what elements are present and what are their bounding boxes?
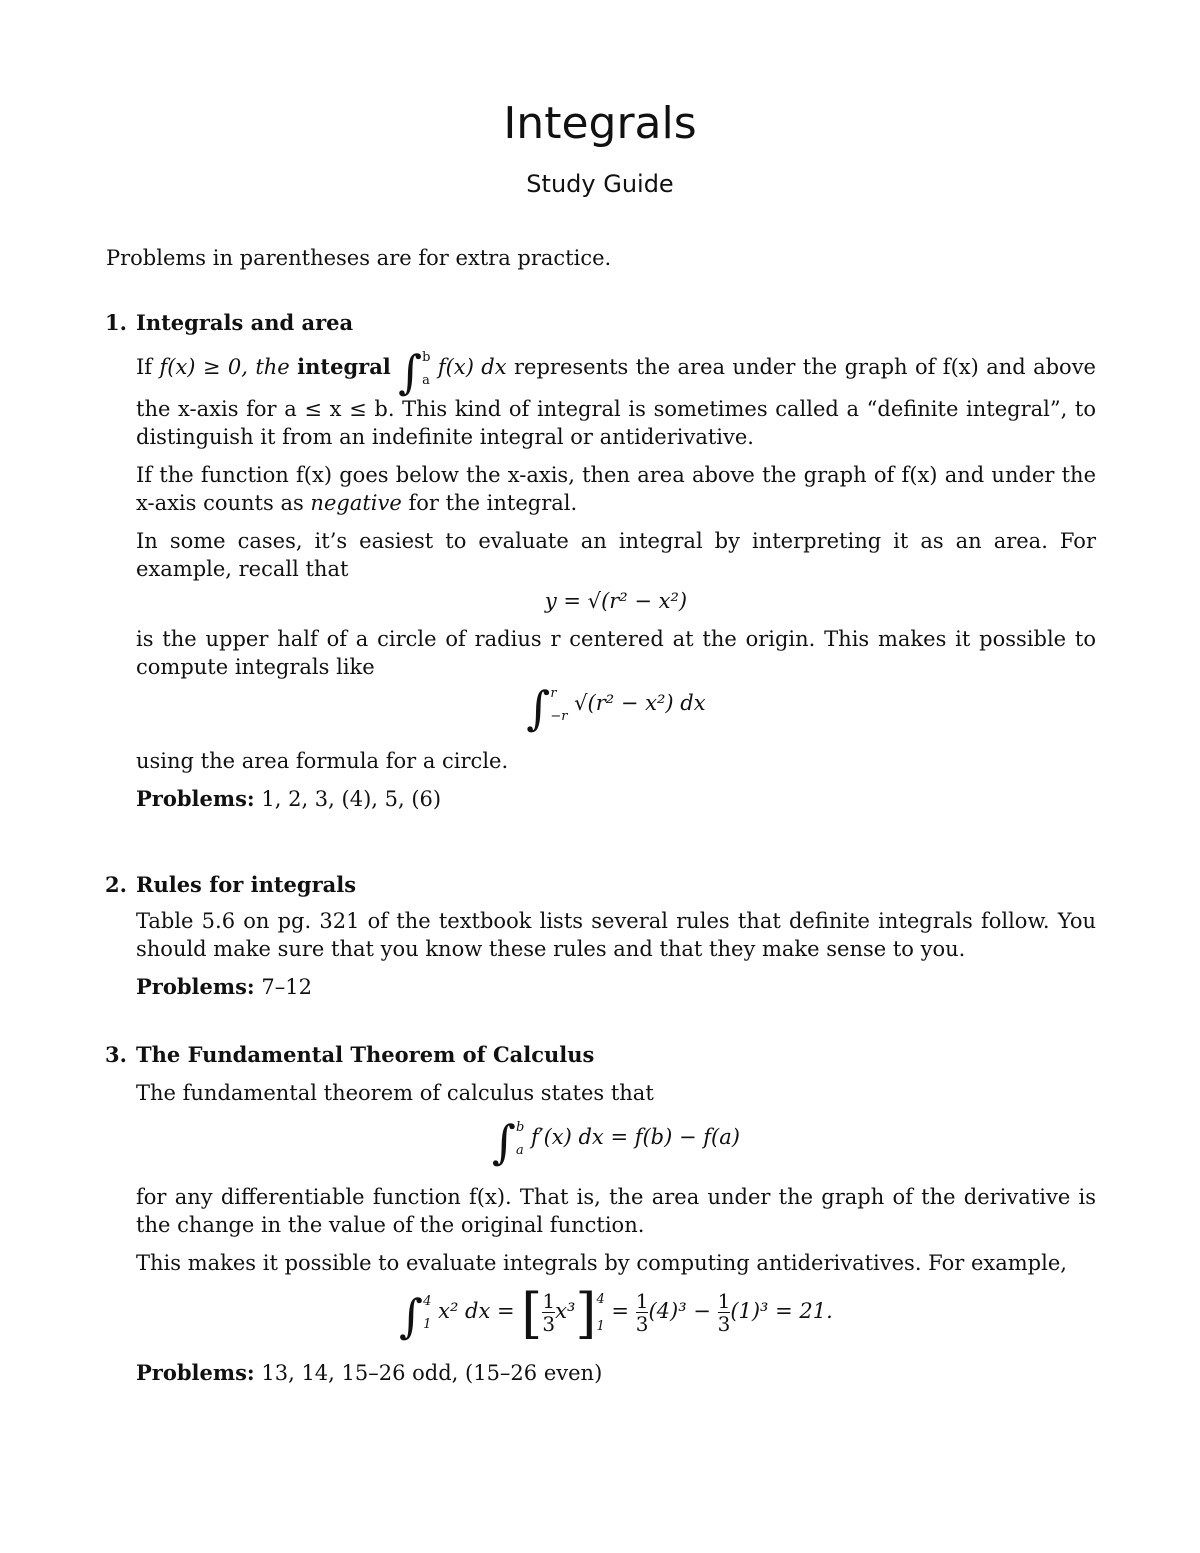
fraction xyxy=(542,1290,555,1335)
integrand: x² dx = xyxy=(438,1299,515,1323)
section-fundamental-theorem xyxy=(105,1042,1105,1397)
emphasis: negative xyxy=(310,491,402,515)
upper-limit: b xyxy=(422,349,431,365)
text-span: for the integral. xyxy=(401,491,578,515)
problems-label: Problems: xyxy=(136,974,255,999)
integral-sign: ∫ xyxy=(526,681,551,735)
fraction xyxy=(718,1290,731,1335)
problems-list: 1, 2, 3, (4), 5, (6) xyxy=(261,787,442,811)
upper-limit: r xyxy=(550,685,557,701)
paragraph: In some cases, it’s easiest to evaluate an integral by interpreting it as an area. For example, recall that xyxy=(136,529,1096,581)
text-span: represents the area under the graph of f(x) and above the x-axis for a ≤ x ≤ b. This kind of integral is sometimes called a “definite integral”, to distinguish it from an indefinite integral or antiderivative. xyxy=(136,355,1096,449)
section-integrals-and-area xyxy=(105,310,1105,823)
section-number: 1. xyxy=(105,310,127,335)
paragraph: This makes it possible to evaluate integrals by computing antiderivatives. For example, xyxy=(136,1251,1067,1275)
intro-text: Problems in parentheses are for extra practice. xyxy=(106,246,612,270)
paragraph: is the upper half of a circle of radius r centered at the origin. This makes it possible to compute integrals like xyxy=(136,627,1096,679)
numerator: 1 xyxy=(542,1289,556,1313)
text-span: If xyxy=(136,355,160,379)
equation-body: f′(x) dx = f(b) − f(a) xyxy=(531,1125,740,1149)
term: (4)³ − xyxy=(648,1299,711,1323)
fraction xyxy=(636,1290,649,1335)
bold-term: integral xyxy=(297,354,391,379)
denominator: 3 xyxy=(542,1312,556,1336)
section-title: The Fundamental Theorem of Calculus xyxy=(136,1042,595,1067)
upper-limit: b xyxy=(516,1119,525,1135)
problems-list: 7–12 xyxy=(261,975,312,999)
bracket-limits xyxy=(596,1293,604,1333)
integrand: √(r² − x²) dx xyxy=(574,691,706,715)
section-title: Integrals and area xyxy=(136,310,354,335)
problems-line xyxy=(136,785,1096,813)
paragraph xyxy=(136,461,1096,517)
text-span: If the function f(x) goes below the x-axis, then area above the graph of f(x) and under the x-axis counts as xyxy=(136,463,1096,515)
integral-sign: ∫ xyxy=(398,345,423,399)
paragraph: Table 5.6 on pg. 321 of the textbook lists several rules that definite integrals follow. You should make sure that you know these rules and that they make sense to you. xyxy=(136,909,1096,961)
integral-limits xyxy=(422,351,430,387)
integral-sign: ∫ xyxy=(399,1289,424,1343)
paragraph: The fundamental theorem of calculus states that xyxy=(136,1081,654,1105)
integrand: f(x) dx xyxy=(437,355,507,379)
term: x³ xyxy=(555,1299,576,1323)
equation-ftc xyxy=(136,1115,1096,1169)
lower-limit: 1 xyxy=(423,1316,432,1332)
integral-limits xyxy=(550,687,567,723)
lower-limit: 1 xyxy=(596,1318,605,1334)
section-rules-for-integrals xyxy=(105,872,1105,1011)
lower-limit: a xyxy=(516,1142,524,1158)
equation-circle: y = √(r² − x²) xyxy=(544,589,688,613)
numerator: 1 xyxy=(717,1289,731,1313)
problems-label: Problems: xyxy=(136,1360,255,1385)
page-subtitle: Study Guide xyxy=(526,170,674,198)
integral-limits xyxy=(423,1295,431,1331)
integral-limits xyxy=(516,1121,524,1157)
problems-label: Problems: xyxy=(136,786,255,811)
section-heading xyxy=(105,1042,1105,1067)
equation-example xyxy=(136,1282,1096,1345)
paragraph: for any differentiable function f(x). That is, the area under the graph of the derivative is the change in the value of the original function. xyxy=(136,1185,1096,1237)
lower-limit: a xyxy=(422,372,430,388)
paragraph xyxy=(136,345,1096,451)
problems-line xyxy=(136,1359,1096,1387)
equation-integral xyxy=(136,681,1096,735)
page-title: Integrals xyxy=(503,98,697,149)
term: (1)³ = 21. xyxy=(730,1299,833,1323)
math-inline: f(x) ≥ 0, the xyxy=(159,355,298,379)
section-heading xyxy=(105,310,1105,335)
denominator: 3 xyxy=(717,1312,731,1336)
problems-line xyxy=(136,973,1096,1001)
section-number: 2. xyxy=(105,872,127,897)
equals: = xyxy=(611,1299,630,1323)
numerator: 1 xyxy=(635,1289,649,1313)
problems-list: 13, 14, 15–26 odd, (15–26 even) xyxy=(261,1361,603,1385)
paragraph: using the area formula for a circle. xyxy=(136,749,509,773)
left-bracket: [ xyxy=(521,1282,543,1345)
denominator: 3 xyxy=(635,1312,649,1336)
upper-limit: 4 xyxy=(423,1293,432,1309)
upper-limit: 4 xyxy=(596,1291,605,1307)
right-bracket: ] xyxy=(575,1282,597,1345)
section-title: Rules for integrals xyxy=(136,872,357,897)
section-heading xyxy=(105,872,1105,897)
lower-limit: −r xyxy=(550,708,568,724)
integral-sign: ∫ xyxy=(492,1115,517,1169)
section-number: 3. xyxy=(105,1042,127,1067)
